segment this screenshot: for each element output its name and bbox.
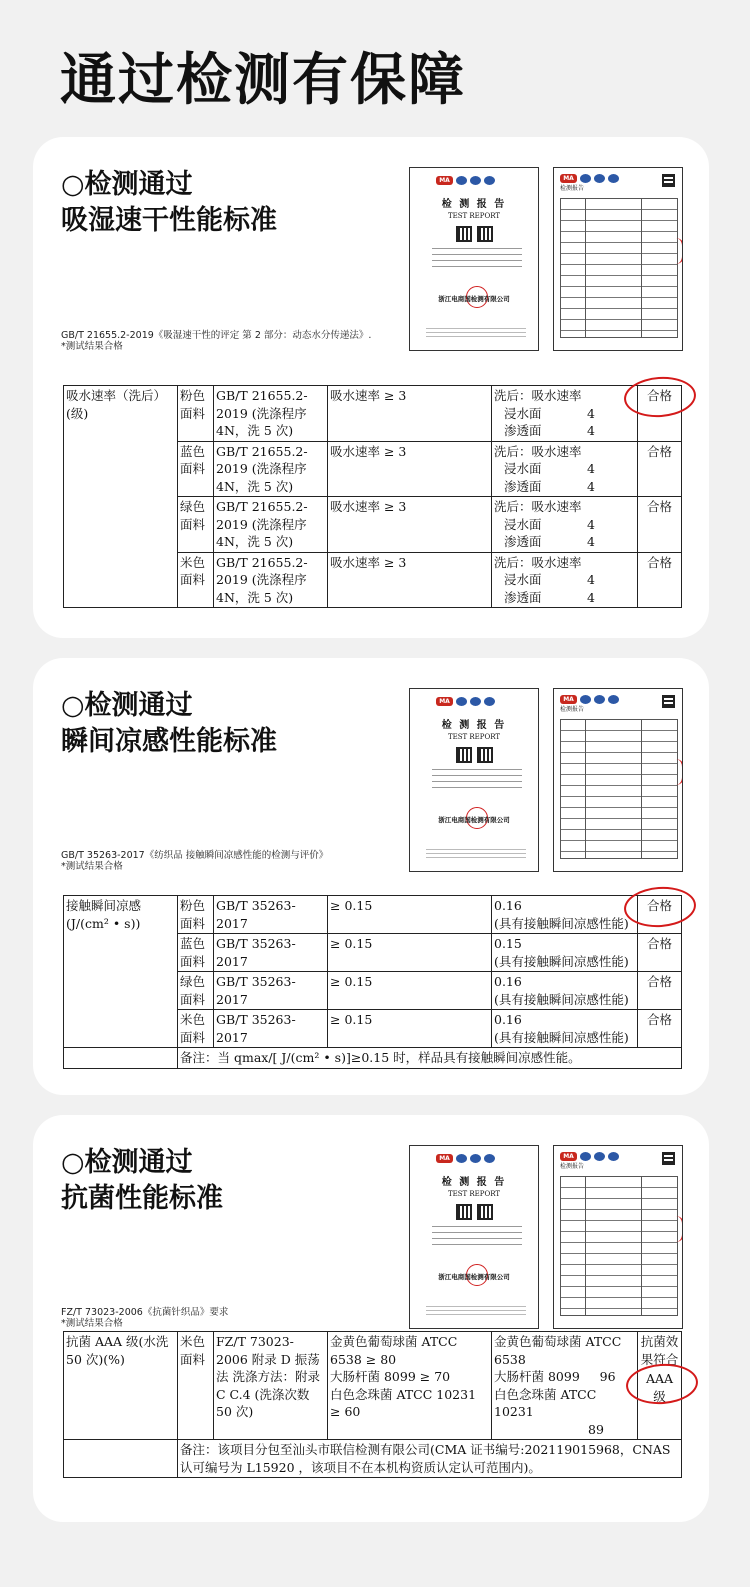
report-fine-print <box>426 1306 526 1318</box>
result-cell: 0.16 (具有接触瞬间凉感性能) <box>492 896 638 934</box>
result-cell: 洗后：吸水速率 浸水面 4 渗透面 4 <box>492 552 638 608</box>
cooling-results-table <box>63 895 682 1069</box>
fabric-cell: 粉色面料 <box>178 896 214 934</box>
remark-cell: 备注：当 qmax/[ J/(cm² • s)]≥0.15 时，样品具有接触瞬间凉感性能。 <box>178 1048 682 1069</box>
report-title: 检 测 报 告 <box>441 720 507 731</box>
verdict-cell: 合格 <box>638 552 682 608</box>
report-fields <box>432 248 522 267</box>
result-cell: 0.15 (具有接触瞬间凉感性能) <box>492 934 638 972</box>
report-page-table <box>560 1176 678 1316</box>
result-cell: 洗后：吸水速率 浸水面 4 渗透面 4 <box>492 497 638 553</box>
heading-line-1: ○检测通过 <box>61 690 193 721</box>
report-page-header: 检测报告 <box>560 1163 585 1170</box>
table-row <box>64 1440 682 1478</box>
test-item-cell: 吸水速率（洗后）(级) <box>64 386 178 608</box>
result-cell: 0.16 (具有接触瞬间凉感性能) <box>492 1010 638 1048</box>
method-cell: GB/T 35263-2017 <box>214 896 328 934</box>
heading-line-2: 抗菌性能标准 <box>61 1183 223 1214</box>
standard-line: GB/T 35263-2017《纺织品 接触瞬间凉感性能的检测与评价》 <box>61 850 329 861</box>
result-line: *测试结果合格 <box>61 341 123 352</box>
heading-line-2: 瞬间凉感性能标准 <box>61 726 277 757</box>
requirement-cell: ≥ 0.15 <box>328 896 492 934</box>
verdict-cell: 合格 <box>638 1010 682 1048</box>
report-page-table <box>560 198 678 338</box>
method-cell: GB/T 21655.2-2019 (洗涤程序 4N，洗 5 次) <box>214 386 328 442</box>
cert-logos: MA <box>410 168 538 185</box>
qr-icon <box>456 1204 472 1220</box>
qr-icon <box>662 1152 675 1165</box>
requirement-cell: ≥ 0.15 <box>328 934 492 972</box>
result-cell: 0.16 (具有接触瞬间凉感性能) <box>492 972 638 1010</box>
seal-mark-icon <box>676 238 683 264</box>
card-heading <box>61 1145 223 1217</box>
card-heading <box>61 167 277 239</box>
test-item-cell: 接触瞬间凉感 (J/(cm² • s)) <box>64 896 178 1048</box>
method-cell: GB/T 35263-2017 <box>214 934 328 972</box>
verdict-cell: 合格 <box>638 441 682 497</box>
fabric-cell: 蓝色面料 <box>178 441 214 497</box>
requirement-cell: 吸水速率 ≥ 3 <box>328 441 492 497</box>
table-row <box>64 1048 682 1069</box>
verdict-cell: 合格 <box>638 896 682 934</box>
method-cell: GB/T 21655.2-2019 (洗涤程序 4N，洗 5 次) <box>214 552 328 608</box>
fabric-cell: 绿色面料 <box>178 972 214 1010</box>
cert-logos: MA <box>410 689 538 706</box>
cooling-card <box>33 658 709 1095</box>
result-cell: 金黄色葡萄球菌 ATCC 6538 大肠杆菌 8099 96 白色念珠菌 ATCC 10231 89 <box>492 1332 638 1440</box>
report-subtitle: TEST REPORT <box>447 733 501 741</box>
report-subtitle: TEST REPORT <box>447 1190 501 1198</box>
seal-mark-icon <box>676 1216 683 1242</box>
report-fields <box>432 1226 522 1245</box>
qr-codes <box>410 747 538 763</box>
verdict-cell: 合格 <box>638 972 682 1010</box>
report-fine-print <box>426 328 526 340</box>
verdict-cell: 抗菌效果符合 AAA级 <box>638 1332 682 1440</box>
qr-icon <box>456 226 472 242</box>
remark-cell: 备注：该项目分包至汕头市联信检测有限公司(CMA 证书编号:202119015968，CNAS 认可编号为 L15920 ，该项目不在本机构资质认定认可范围内)。 <box>178 1440 682 1478</box>
qr-icon <box>477 226 493 242</box>
report-page-header: 检测报告 <box>560 185 585 192</box>
report-cover-thumbnail[interactable] <box>409 1145 539 1329</box>
method-cell: GB/T 21655.2-2019 (洗涤程序 4N，洗 5 次) <box>214 497 328 553</box>
verdict-cell: 合格 <box>638 934 682 972</box>
report-page-thumbnail[interactable] <box>553 167 683 351</box>
qr-codes <box>410 226 538 242</box>
moisture-wicking-card <box>33 137 709 638</box>
test-item-cell: 抗菌 AAA 级(水洗 50 次)(%) <box>64 1332 178 1440</box>
fabric-cell: 米色面料 <box>178 1332 214 1440</box>
qr-icon <box>477 747 493 763</box>
blank-cell <box>64 1048 178 1069</box>
report-cover-thumbnail[interactable] <box>409 167 539 351</box>
fabric-cell: 粉色面料 <box>178 386 214 442</box>
antibacterial-card <box>33 1115 709 1522</box>
card-heading <box>61 688 277 760</box>
report-page-table <box>560 719 678 859</box>
requirement-cell: ≥ 0.15 <box>328 972 492 1010</box>
qr-codes <box>410 1204 538 1220</box>
method-cell: GB/T 21655.2-2019 (洗涤程序 4N，洗 5 次) <box>214 441 328 497</box>
standard-note <box>61 850 328 872</box>
report-title: 检 测 报 告 <box>441 1177 507 1188</box>
requirement-cell: 吸水速率 ≥ 3 <box>328 386 492 442</box>
qr-icon <box>456 747 472 763</box>
result-cell: 洗后：吸水速率 浸水面 4 渗透面 4 <box>492 441 638 497</box>
report-org: 浙江电商国检测有限公司 <box>438 1273 510 1281</box>
standard-line: GB/T 21655.2-2019《吸湿速干性的评定 第 2 部分：动态水分传递法》. <box>61 330 372 341</box>
moisture-results-table <box>63 385 682 608</box>
fabric-cell: 绿色面料 <box>178 497 214 553</box>
heading-line-1: ○检测通过 <box>61 1147 193 1178</box>
blank-cell <box>64 1440 178 1478</box>
seal-mark-icon <box>676 759 683 785</box>
requirement-cell: 吸水速率 ≥ 3 <box>328 552 492 608</box>
method-cell: GB/T 35263-2017 <box>214 972 328 1010</box>
verdict-cell: 合格 <box>638 386 682 442</box>
cert-logos: MA <box>554 168 682 183</box>
antibacterial-results-table <box>63 1331 682 1478</box>
report-fields <box>432 769 522 788</box>
table-row <box>64 386 682 442</box>
cert-logos: MA <box>410 1146 538 1163</box>
report-subtitle: TEST REPORT <box>447 212 501 220</box>
fabric-cell: 米色面料 <box>178 1010 214 1048</box>
report-page-thumbnail[interactable] <box>553 688 683 872</box>
qr-icon <box>662 695 675 708</box>
verdict-cell: 合格 <box>638 497 682 553</box>
fabric-cell: 米色面料 <box>178 552 214 608</box>
result-line: *测试结果合格 <box>61 1318 123 1329</box>
table-row <box>64 896 682 934</box>
result-line: *测试结果合格 <box>61 861 123 872</box>
qr-icon <box>477 1204 493 1220</box>
standard-line: FZ/T 73023-2006《抗菌针织品》要求 <box>61 1307 229 1318</box>
requirement-cell: 吸水速率 ≥ 3 <box>328 497 492 553</box>
requirement-cell: 金黄色葡萄球菌 ATCC 6538 ≥ 80 大肠杆菌 8099 ≥ 70 白色念珠菌 ATCC 10231 ≥ 60 <box>328 1332 492 1440</box>
report-fine-print <box>426 849 526 861</box>
cert-logos: MA <box>554 1146 682 1161</box>
method-cell: GB/T 35263-2017 <box>214 1010 328 1048</box>
report-cover-thumbnail[interactable] <box>409 688 539 872</box>
heading-line-2: 吸湿速干性能标准 <box>61 205 277 236</box>
standard-note <box>61 1307 228 1329</box>
page-title: 通过检测有保障 <box>60 48 466 113</box>
result-cell: 洗后：吸水速率 浸水面 4 渗透面 4 <box>492 386 638 442</box>
requirement-cell: ≥ 0.15 <box>328 1010 492 1048</box>
qr-icon <box>662 174 675 187</box>
cert-logos: MA <box>554 689 682 704</box>
report-org: 浙江电商国检测有限公司 <box>438 816 510 824</box>
standard-note <box>61 330 371 352</box>
heading-line-1: ○检测通过 <box>61 169 193 200</box>
fabric-cell: 蓝色面料 <box>178 934 214 972</box>
report-page-header: 检测报告 <box>560 706 585 713</box>
method-cell: FZ/T 73023-2006 附录 D 振荡法 洗涤方法：附录 C C.4 (洗涤次数 50 次) <box>214 1332 328 1440</box>
report-title: 检 测 报 告 <box>441 199 507 210</box>
report-page-thumbnail[interactable] <box>553 1145 683 1329</box>
table-row <box>64 1332 682 1440</box>
report-org: 浙江电商国检测有限公司 <box>438 295 510 303</box>
